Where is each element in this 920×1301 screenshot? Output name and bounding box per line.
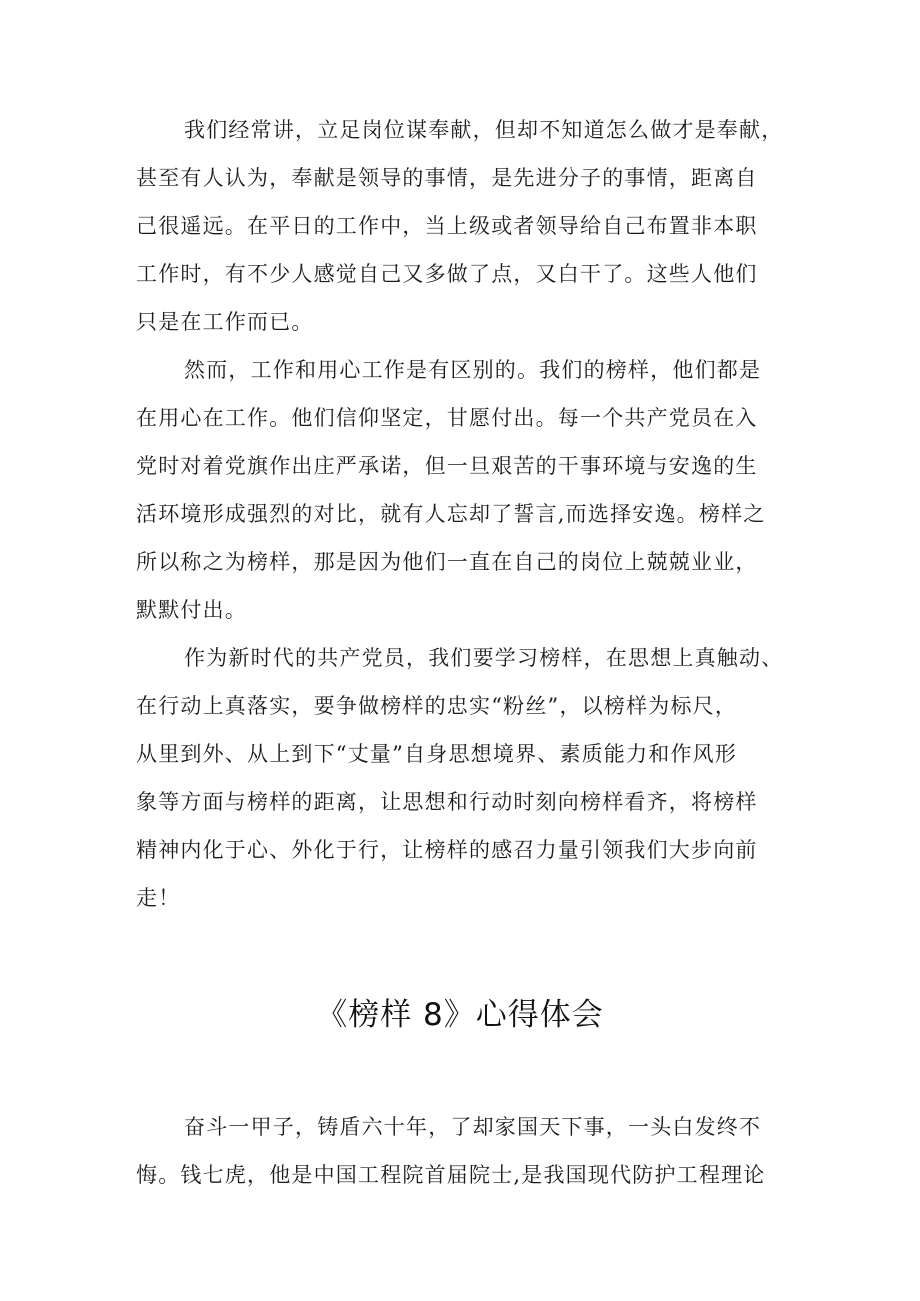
next-paragraph-line-1: 奋斗一甲子，铸盾六十年，了却家国天下事，一头白发终不 (184, 1115, 762, 1139)
paragraph-1-line-5: 只是在工作而已。 (136, 310, 314, 334)
paragraph-3-line-6: 走！ (136, 886, 181, 910)
paragraph-3-line-3: 从里到外、从上到下“丈量”自身思想境界、素质能力和作风形 (136, 742, 738, 766)
paragraph-2-line-5: 所以称之为榜样，那是因为他们一直在自己的岗位上兢兢业业， (136, 550, 758, 574)
paragraph-3-line-5: 精神内化于心、外化于行，让榜样的感召力量引领我们大步向前 (136, 838, 758, 862)
paragraph-1-line-2: 甚至有人认为，奉献是领导的事情，是先进分子的事情，距离自 (136, 166, 758, 190)
next-paragraph-line-2: 悔。钱七虎，他是中国工程院首届院士,是我国现代防护工程理论 (136, 1163, 766, 1187)
paragraph-3-line-1: 作为新时代的共产党员，我们要学习榜样，在思想上真触动、 (184, 646, 784, 670)
paragraph-2-line-1: 然而，工作和用心工作是有区别的。我们的榜样，他们都是 (184, 358, 762, 382)
paragraph-3-line-2: 在行动上真落实，要争做榜样的忠实“粉丝”，以榜样为标尺， (136, 694, 738, 718)
paragraph-1-line-1: 我们经常讲，立足岗位谋奉献，但却不知道怎么做才是奉献， (184, 118, 784, 142)
paragraph-3-line-4: 象等方面与榜样的距离，让思想和行动时刻向榜样看齐，将榜样 (136, 790, 758, 814)
paragraph-2-line-3: 党时对着党旗作出庄严承诺，但一旦艰苦的干事环境与安逸的生 (136, 454, 758, 478)
paragraph-1-line-3: 己很遥远。在平日的工作中，当上级或者领导给自己布置非本职 (136, 214, 758, 238)
paragraph-2-line-2: 在用心在工作。他们信仰坚定，甘愿付出。每一个共产党员在入 (136, 406, 758, 430)
paragraph-1-line-4: 工作时，有不少人感觉自己又多做了点，又白干了。这些人他们 (136, 262, 758, 286)
section-heading: 《榜样 8》心得体会 (316, 997, 604, 1033)
paragraph-2-line-6: 默默付出。 (136, 598, 247, 622)
paragraph-2-line-4: 活环境形成强烈的对比，就有人忘却了誓言,而选择安逸。榜样之 (136, 502, 766, 526)
